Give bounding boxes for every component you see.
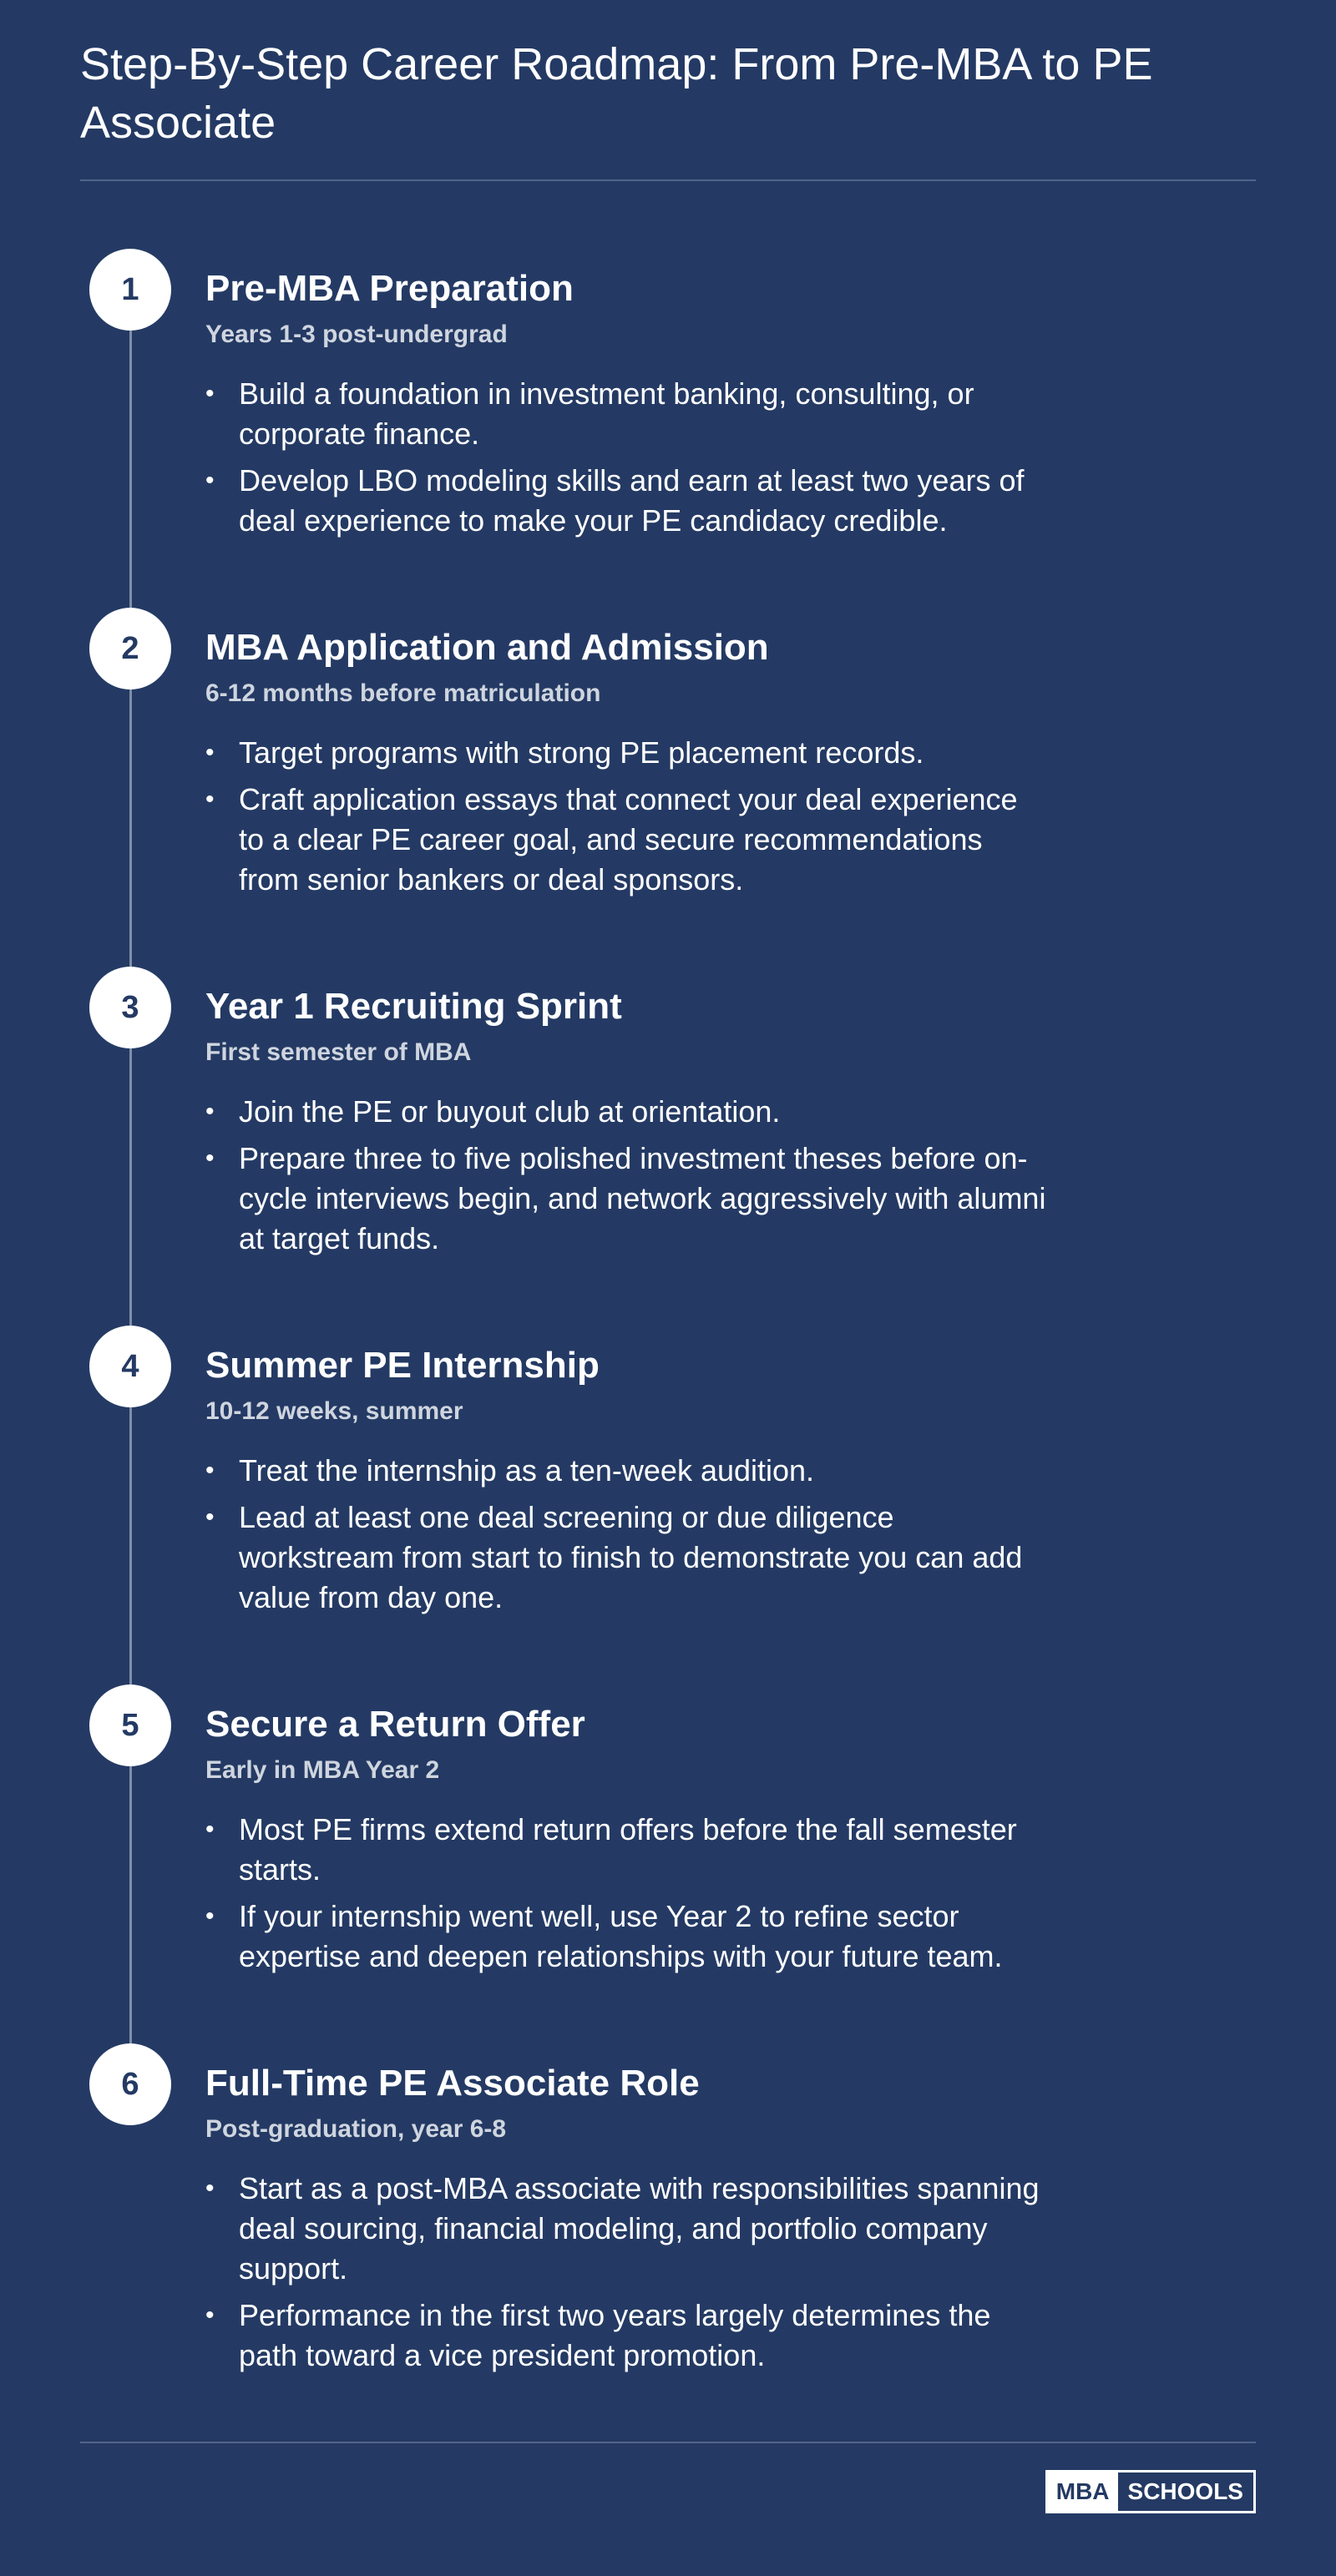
step-bullet: • Performance in the first two years largely determines the path toward a vice president promotion. (205, 2296, 1049, 2376)
page-title: Step-By-Step Career Roadmap: From Pre-MBA to PE Associate (80, 39, 1153, 148)
step-title: Full-Time PE Associate Role (205, 2063, 700, 2104)
step-number-badge: 2 (89, 608, 171, 689)
step-number-badge: 1 (89, 249, 171, 331)
step-title: Summer PE Internship (205, 1345, 600, 1386)
step-number-badge: 6 (89, 2043, 171, 2125)
step-subtitle: 6-12 months before matriculation (205, 679, 601, 707)
top-divider (80, 179, 1256, 181)
mba-schools-logo (1045, 2470, 1256, 2513)
step-title: MBA Application and Admission (205, 627, 769, 668)
step-bullet: • If your internship went well, use Year 2 to refine sector expertise and deepen relationships with your future team. (205, 1897, 1049, 1977)
step-bullet-list (205, 1810, 1049, 1983)
step-bullet: • Most PE firms extend return offers before the fall semester starts. (205, 1810, 1049, 1890)
timeline-line (129, 290, 132, 2084)
step-bullet-list (205, 1092, 1049, 1265)
step-bullet-list (205, 2169, 1049, 2382)
page (80, 0, 1256, 2576)
logo-mba-text: MBA (1048, 2472, 1118, 2511)
step-subtitle: Early in MBA Year 2 (205, 1756, 440, 1784)
step-bullet: • Prepare three to five polished investment theses before on-cycle interviews begin, and network aggressively with alumni at target funds. (205, 1139, 1049, 1259)
step-title: Year 1 Recruiting Sprint (205, 986, 622, 1027)
step-bullet: • Start as a post-MBA associate with responsibilities spanning deal sourcing, financial modeling, and portfolio company support. (205, 2169, 1049, 2289)
step-subtitle: Years 1-3 post-undergrad (205, 321, 508, 348)
logo-schools-text: SCHOOLS (1118, 2472, 1253, 2511)
step-bullet: • Lead at least one deal screening or due diligence workstream from start to finish to demonstrate you can add value from day one. (205, 1498, 1049, 1618)
step-subtitle: Post-graduation, year 6-8 (205, 2115, 507, 2143)
step-bullet: • Target programs with strong PE placement records. (205, 733, 1049, 773)
step-number-badge: 4 (89, 1326, 171, 1407)
step-bullet-list (205, 1451, 1049, 1624)
step-title: Secure a Return Offer (205, 1704, 585, 1745)
step-bullet: • Build a foundation in investment banking, consulting, or corporate finance. (205, 374, 1049, 454)
step-number-badge: 3 (89, 967, 171, 1048)
step-title: Pre-MBA Preparation (205, 268, 574, 309)
step-bullet: • Develop LBO modeling skills and earn at least two years of deal experience to make your PE candidacy credible. (205, 461, 1049, 541)
bottom-divider (80, 2442, 1256, 2443)
step-bullet: • Craft application essays that connect your deal experience to a clear PE career goal, and secure recommendations from senior bankers or deal sponsors. (205, 780, 1049, 900)
step-bullet: • Treat the internship as a ten-week audition. (205, 1451, 1049, 1491)
step-number-badge: 5 (89, 1685, 171, 1766)
step-bullet-list (205, 733, 1049, 907)
step-subtitle: First semester of MBA (205, 1038, 472, 1066)
step-bullet: • Join the PE or buyout club at orientation. (205, 1092, 1049, 1132)
step-subtitle: 10-12 weeks, summer (205, 1397, 463, 1425)
step-bullet-list (205, 374, 1049, 548)
